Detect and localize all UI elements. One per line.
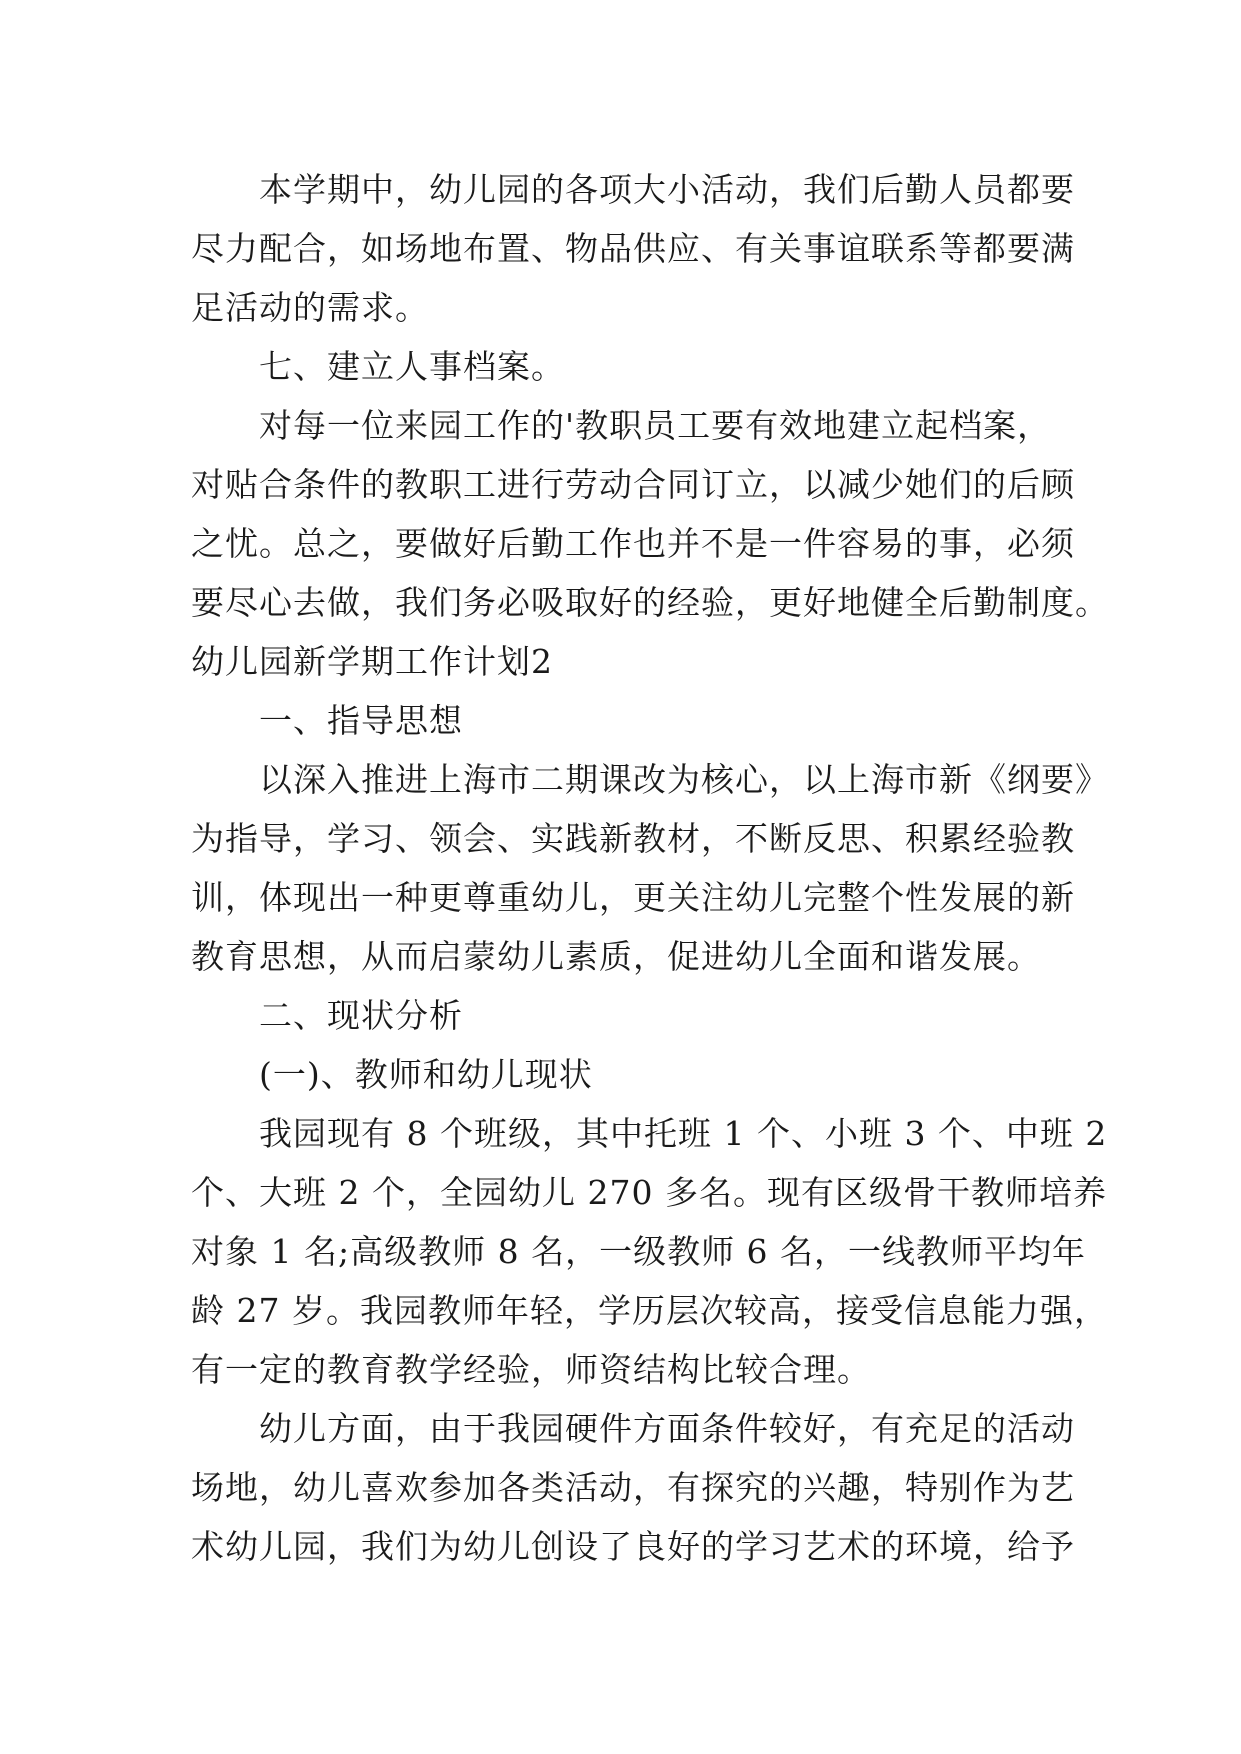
text-line: 以深入推进上海市二期课改为核心，以上海市新《纲要》 xyxy=(259,760,1109,799)
section-heading: 二、现状分析 xyxy=(259,996,463,1035)
document-body xyxy=(191,160,1109,1576)
text-line: 有一定的教育教学经验，师资结构比较合理。 xyxy=(191,1350,871,1389)
text-line: 教育思想，从而启蒙幼儿素质，促进幼儿全面和谐发展。 xyxy=(191,937,1041,976)
text-line: 为指导，学习、领会、实践新教材，不断反思、积累经验教 xyxy=(191,819,1075,858)
text-line: 要尽心去做，我们务必吸取好的经验，更好地健全后勤制度。 xyxy=(191,583,1109,622)
text-line: 对每一位来园工作的'教职员工要有效地建立起档案， xyxy=(259,406,1052,445)
text-line: 足活动的需求。 xyxy=(191,288,429,327)
text-line: 我园现有 8 个班级，其中托班 1 个、小班 3 个、中班 2 xyxy=(259,1114,1108,1153)
text-line: 对贴合条件的教职工进行劳动合同订立，以减少她们的后顾 xyxy=(191,465,1075,504)
text-line: 术幼儿园，我们为幼儿创设了良好的学习艺术的环境，给予 xyxy=(191,1527,1075,1566)
text-line: 尽力配合，如场地布置、物品供应、有关事谊联系等都要满 xyxy=(191,229,1075,268)
text-line: 训，体现出一种更尊重幼儿，更关注幼儿完整个性发展的新 xyxy=(191,878,1075,917)
text-line: 龄 27 岁。我园教师年轻，学历层次较高，接受信息能力强， xyxy=(191,1291,1108,1330)
text-line: 场地，幼儿喜欢参加各类活动，有探究的兴趣，特别作为艺 xyxy=(191,1468,1075,1507)
text-line: 对象 1 名;高级教师 8 名，一级教师 6 名，一线教师平均年 xyxy=(191,1232,1087,1271)
section-heading: 七、建立人事档案。 xyxy=(259,347,565,386)
subsection-heading: (一)、教师和幼儿现状 xyxy=(259,1055,593,1094)
document-title: 幼儿园新学期工作计划2 xyxy=(191,642,553,681)
text-line: 本学期中，幼儿园的各项大小活动，我们后勤人员都要 xyxy=(259,170,1075,209)
text-line: 个、大班 2 个，全园幼儿 270 多名。现有区级骨干教师培养 xyxy=(191,1173,1107,1212)
section-heading: 一、指导思想 xyxy=(259,701,463,740)
text-line: 之忧。总之，要做好后勤工作也并不是一件容易的事，必须 xyxy=(191,524,1075,563)
text-line: 幼儿方面，由于我园硬件方面条件较好，有充足的活动 xyxy=(259,1409,1075,1448)
